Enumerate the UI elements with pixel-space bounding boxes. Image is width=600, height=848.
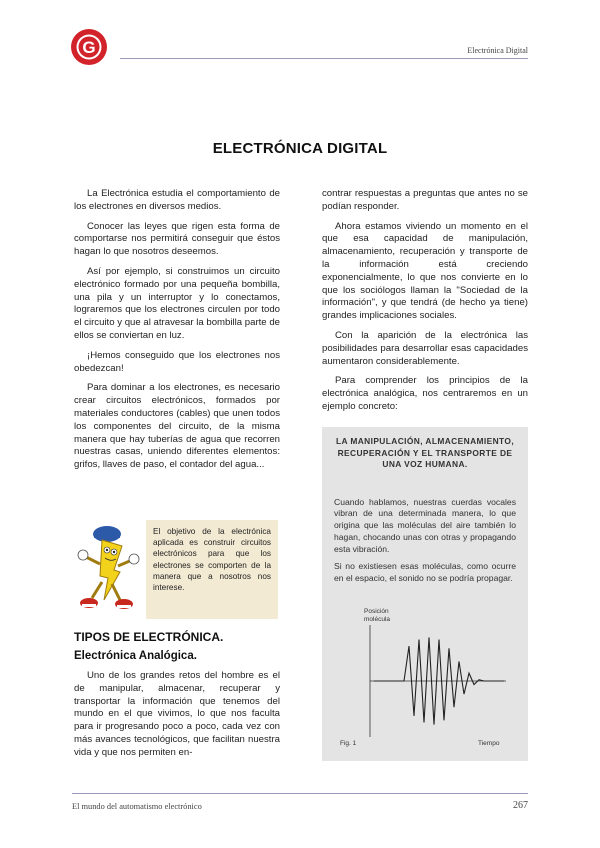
callout-box: El objetivo de la electrónica aplicada es construir circuitos electrónicos para que los electrones se comporten de la manera que a nosotros nos interese. [146,520,278,619]
paragraph: Para dominar a los electrones, es necesario crear circuitos electrónicos, formados por materiales conductores (cables) que unen todos los componentes del circuito, de la misma manera que hay tuberías de agua que recorren nuestras casas, uniendo diferentes elementos: grifos, llaves de paso, el contador del agua... [74,382,280,471]
chart-caption: Fig. 1 [340,740,357,748]
paragraph: Así por ejemplo, si construimos un circuito electrónico formado por una pequeña bombilla, una pila y un interruptor y lo conectamos, lograremos que los electrones circulen por todo el circuito y que al atravesar la bombilla parte de ellos se conviertan en luz. [74,265,280,341]
footer-text: El mundo del automatismo electrónico [72,802,202,811]
paragraph: Para comprender los principios de la electrónica analógica, nos centraremos en un ejemplo concreto: [322,375,528,412]
paragraph: La Electrónica estudia el comportamiento de los electrones en diversos medios. [74,188,280,212]
figure-text [334,497,516,586]
paragraph: Con la aparición de la electrónica las posibilidades para desarrollar esas capacidades aumentaron considerablemente. [322,329,528,367]
paragraph: Cuando hablamos, nuestras cuerdas vocales vibran de una determinada manera, lo que origina que las moléculas del aire también lo hagan, chocando unas con otras y propagando esta vibración. [334,496,516,554]
mascot-illustration [74,520,144,615]
subsection-body [74,670,280,767]
running-header: Electrónica Digital [467,46,528,55]
paragraph: Si no existiesen esas moléculas, como ocurre en el espacio, el sonido no se podría propagar. [334,561,516,584]
chart-ylabel-line2: molécula [364,616,391,624]
paragraph: Conocer las leyes que rigen esta forma de comportarse nos permitirá conseguir que éstos hagan lo que nosotros deseemos. [74,220,280,258]
page-number: 267 [513,800,528,811]
subsection-heading: Electrónica Analógica. [74,650,197,662]
section-heading: TIPOS DE ELECTRÓNICA. [74,630,224,644]
paragraph: Uno de los grandes retos del hombre es el de manipular, almacenar, recuperar y transportar la información que tenemos del mundo en el que vivimos, lo que nos faculta para ir progresando poco a poco, cada vez con más avances tecnológicos, que facilitan nuestra vida y que nos permiten en- [74,670,280,758]
figure-title: LA MANIPULACIÓN, ALMACENAMIENTO, RECUPERACIÓN Y EL TRANSPORTE DE UNA VOZ HUMANA. [335,436,515,469]
right-column [322,188,528,421]
left-column [74,188,280,479]
paragraph: ¡Hemos conseguido que los electrones nos obedezcan! [74,349,280,374]
chart-ylabel-line1: Posición [364,608,389,616]
page-title: ELECTRÓNICA DIGITAL [212,140,388,157]
footer-divider [72,793,528,794]
logo-letter: G [82,38,96,57]
wave-chart [334,599,516,749]
publisher-logo [70,28,108,66]
header-divider [120,58,528,59]
chart-xlabel: Tiempo [478,740,500,748]
paragraph: contrar respuestas a preguntas que antes no se podían responder. [322,188,528,212]
paragraph: Ahora estamos viviendo un momento en el que esa capacidad de manipulación, almacenamiento, recuperación y transporte de la información está creciendo exponencialmente, lo que nos convierte en lo que los sociólogos llaman la "Sociedad de la información", y que tendrá (de hecho ya tiene) grandes implicaciones sociales. [322,220,528,322]
figure-box [322,427,528,761]
